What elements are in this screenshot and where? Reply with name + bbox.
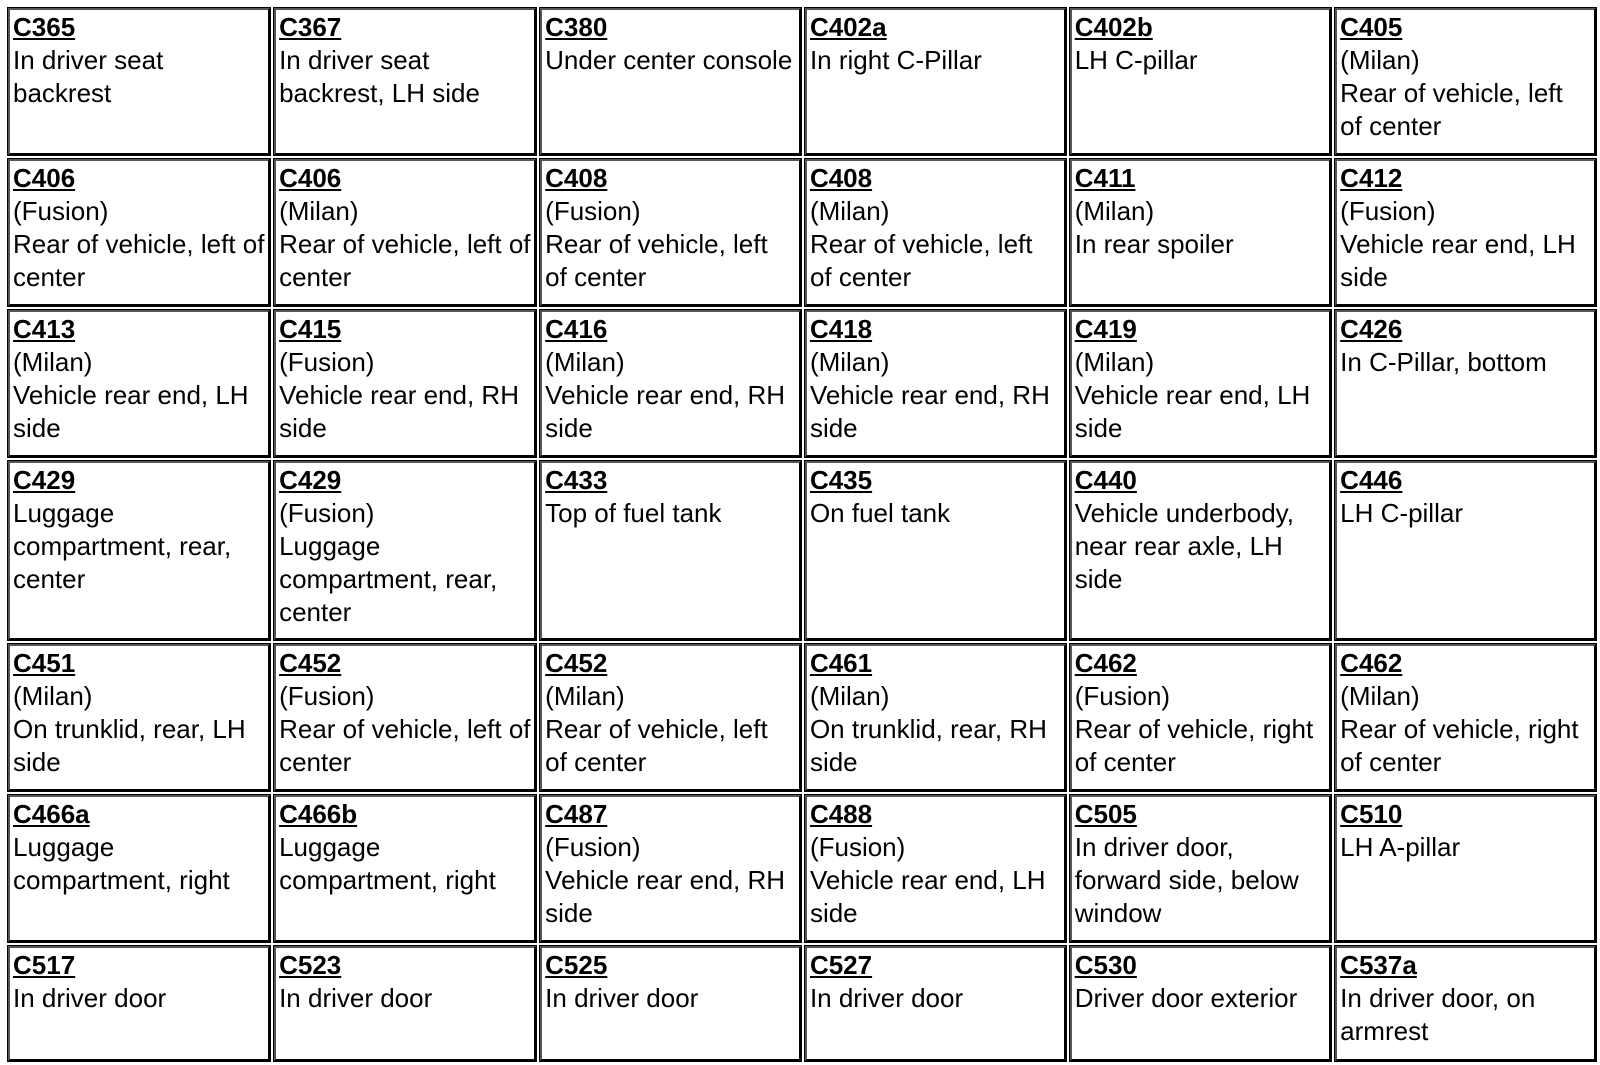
location-text: In driver seat backrest	[13, 45, 164, 108]
connector-code: C365	[13, 12, 76, 42]
model-note: (Fusion)	[279, 347, 375, 377]
location-text: LH A-pillar	[1340, 832, 1461, 862]
connector-code: C367	[279, 12, 342, 42]
connector-cell	[274, 644, 536, 791]
connector-code: C406	[13, 163, 76, 193]
connector-code: C525	[545, 950, 608, 980]
location-text: In right C-Pillar	[809, 45, 982, 75]
location-text: In driver door, forward side, below window	[1074, 832, 1299, 928]
table-row	[8, 461, 1596, 640]
connector-cell	[1070, 310, 1331, 457]
connector-cell	[274, 8, 536, 155]
model-note: (Milan)	[545, 681, 625, 711]
location-text: Luggage compartment, rear, center	[13, 498, 232, 594]
connector-code: C451	[13, 648, 76, 678]
connector-cell	[540, 461, 801, 640]
connector-code: C411	[1074, 163, 1136, 193]
connector-cell	[8, 310, 270, 457]
connector-code: C527	[809, 950, 873, 980]
connector-code: C452	[279, 648, 342, 678]
location-text: In driver door	[279, 983, 433, 1013]
model-note: (Fusion)	[13, 196, 109, 226]
table-row	[8, 159, 1596, 306]
connector-cell	[540, 644, 801, 791]
location-text: Rear of vehicle, left of center	[279, 229, 531, 292]
connector-cell	[1070, 644, 1331, 791]
connector-code: C461	[809, 648, 873, 678]
connector-code: C462	[1074, 648, 1137, 678]
location-text: Vehicle rear end, LH side	[1074, 380, 1311, 443]
location-text: In C-Pillar, bottom	[1340, 347, 1547, 377]
connector-code: C505	[1074, 799, 1137, 829]
model-note: (Milan)	[809, 681, 890, 711]
connector-cell	[1070, 946, 1331, 1061]
connector-code: C466b	[279, 799, 358, 829]
model-note: (Milan)	[1340, 45, 1420, 75]
location-text: LH C-pillar	[1340, 498, 1463, 528]
connector-cell	[274, 310, 536, 457]
connector-code: C510	[1340, 799, 1403, 829]
model-note: (Fusion)	[545, 196, 641, 226]
connector-code: C380	[545, 12, 608, 42]
location-text: In driver seat backrest, LH side	[279, 45, 480, 108]
connector-cell	[8, 644, 270, 791]
location-text: Vehicle rear end, LH side	[809, 865, 1046, 928]
location-text: On trunklid, rear, RH side	[809, 714, 1047, 777]
location-text: Rear of vehicle, right of center	[1074, 714, 1314, 777]
table-row	[8, 8, 1596, 155]
location-text: On trunklid, rear, LH side	[13, 714, 246, 777]
location-text: Under center console	[545, 45, 793, 75]
model-note: (Fusion)	[279, 498, 375, 528]
connector-code: C405	[1340, 12, 1403, 42]
connector-code: C466a	[13, 799, 90, 829]
connector-code: C418	[809, 314, 873, 344]
connector-cell	[8, 159, 270, 306]
connector-cell	[1335, 795, 1596, 942]
connector-code: C435	[809, 465, 873, 495]
location-text: Vehicle underbody, near rear axle, LH side	[1074, 498, 1294, 594]
connector-code: C452	[545, 648, 608, 678]
connector-code: C440	[1074, 465, 1137, 495]
model-note: (Milan)	[1074, 196, 1155, 226]
location-text: Rear of vehicle, left of center	[545, 229, 768, 292]
model-note: (Milan)	[279, 196, 359, 226]
connector-cell	[8, 461, 270, 640]
connector-code: C416	[545, 314, 608, 344]
model-note: (Fusion)	[1074, 681, 1171, 711]
location-text: Rear of vehicle, left of center	[279, 714, 531, 777]
connector-cell	[1335, 461, 1596, 640]
connector-code: C446	[1340, 465, 1403, 495]
connector-cell	[1070, 795, 1331, 942]
location-text: Luggage compartment, right	[279, 832, 496, 895]
connector-cell	[274, 461, 536, 640]
model-note: (Fusion)	[545, 832, 641, 862]
location-text: Rear of vehicle, right of center	[1340, 714, 1579, 777]
model-note: (Fusion)	[279, 681, 375, 711]
connector-cell	[805, 795, 1066, 942]
connector-code: C406	[279, 163, 342, 193]
location-text: In rear spoiler	[1074, 229, 1234, 259]
connector-location-table	[4, 4, 1600, 1065]
connector-code: C433	[545, 465, 608, 495]
connector-cell	[274, 795, 536, 942]
table-row	[8, 644, 1596, 791]
model-note: (Milan)	[545, 347, 625, 377]
connector-cell	[540, 159, 801, 306]
connector-cell	[1335, 644, 1596, 791]
connector-cell	[540, 8, 801, 155]
connector-cell	[8, 946, 270, 1061]
model-note: (Milan)	[1340, 681, 1420, 711]
connector-code: C487	[545, 799, 608, 829]
location-text: Rear of vehicle, left of center	[545, 714, 768, 777]
location-text: Top of fuel tank	[545, 498, 722, 528]
location-text: In driver door	[13, 983, 167, 1013]
connector-code: C429	[279, 465, 342, 495]
location-text: Driver door exterior	[1074, 983, 1298, 1013]
model-note: (Fusion)	[809, 832, 906, 862]
location-text: Rear of vehicle, left of center	[1340, 78, 1563, 141]
location-text: On fuel tank	[809, 498, 951, 528]
location-text: Vehicle rear end, RH side	[545, 865, 786, 928]
location-text: Vehicle rear end, RH side	[279, 380, 519, 443]
location-text: LH C-pillar	[1074, 45, 1198, 75]
model-note: (Milan)	[1074, 347, 1155, 377]
connector-code: C415	[279, 314, 342, 344]
connector-code: C517	[13, 950, 76, 980]
model-note: (Fusion)	[1340, 196, 1436, 226]
connector-cell	[805, 310, 1066, 457]
connector-cell	[805, 461, 1066, 640]
connector-code: C402b	[1074, 12, 1153, 42]
connector-cell	[540, 946, 801, 1061]
connector-cell	[1335, 8, 1596, 155]
model-note: (Milan)	[809, 196, 890, 226]
connector-cell	[805, 946, 1066, 1061]
connector-code: C429	[13, 465, 76, 495]
location-text: Luggage compartment, right	[13, 832, 230, 895]
connector-code: C408	[809, 163, 873, 193]
connector-cell	[805, 159, 1066, 306]
connector-code: C413	[13, 314, 76, 344]
connector-cell	[8, 8, 270, 155]
table-row	[8, 946, 1596, 1061]
connector-code: C412	[1340, 163, 1403, 193]
model-note: (Milan)	[13, 681, 93, 711]
connector-cell	[805, 8, 1066, 155]
connector-code: C408	[545, 163, 608, 193]
location-text: Vehicle rear end, LH side	[1340, 229, 1576, 292]
model-note: (Milan)	[809, 347, 890, 377]
connector-code: C419	[1074, 314, 1137, 344]
location-text: Vehicle rear end, LH side	[13, 380, 249, 443]
table-row	[8, 795, 1596, 942]
connector-code: C462	[1340, 648, 1403, 678]
table-row	[8, 310, 1596, 457]
model-note: (Milan)	[13, 347, 93, 377]
connector-cell	[1070, 461, 1331, 640]
location-text: In driver door, on armrest	[1340, 983, 1536, 1046]
connector-cell	[8, 795, 270, 942]
connector-code: C523	[279, 950, 342, 980]
connector-cell	[1335, 310, 1596, 457]
connector-cell	[1335, 946, 1596, 1061]
location-text: Luggage compartment, rear, center	[279, 531, 498, 627]
connector-code: C537a	[1340, 950, 1417, 980]
connector-cell	[1335, 159, 1596, 306]
connector-code: C402a	[809, 12, 887, 42]
connector-cell	[540, 795, 801, 942]
location-text: Rear of vehicle, left of center	[13, 229, 265, 292]
connector-cell	[1070, 159, 1331, 306]
location-text: In driver door	[809, 983, 964, 1013]
connector-cell	[1070, 8, 1331, 155]
location-text: Vehicle rear end, RH side	[809, 380, 1050, 443]
connector-cell	[540, 310, 801, 457]
connector-code: C488	[809, 799, 873, 829]
location-text: Vehicle rear end, RH side	[545, 380, 786, 443]
location-text: Rear of vehicle, left of center	[809, 229, 1033, 292]
connector-cell	[274, 159, 536, 306]
table-body	[8, 8, 1596, 1061]
connector-code: C530	[1074, 950, 1137, 980]
connector-cell	[805, 644, 1066, 791]
connector-cell	[274, 946, 536, 1061]
location-text: In driver door	[545, 983, 699, 1013]
connector-code: C426	[1340, 314, 1403, 344]
